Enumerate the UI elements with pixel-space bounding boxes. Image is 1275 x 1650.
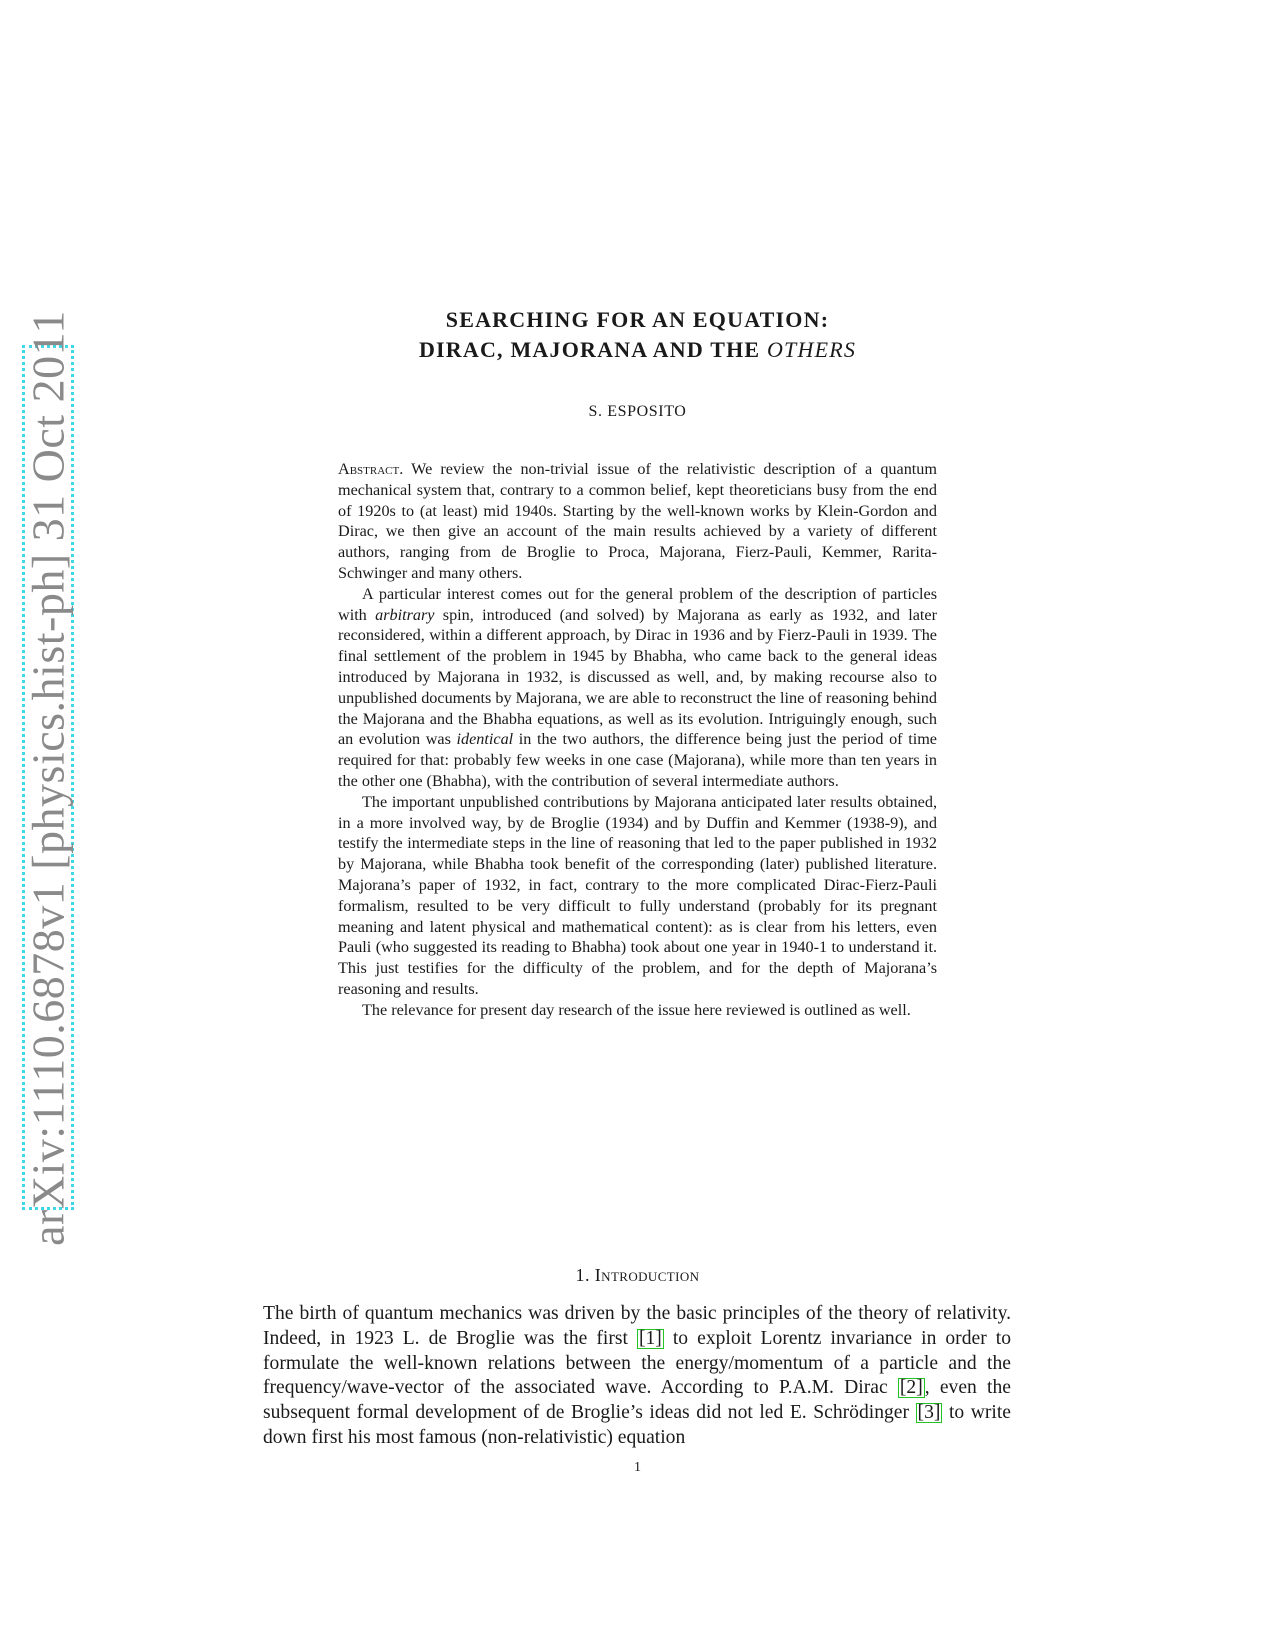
abstract-paragraph-3: The important unpublished contributions by Majorana anticipated later results obtained, in a more involved way, by de Broglie (1934) and by Duffin and Kemmer (1938-9), and testify the intermediate steps in the line of reasoning that led to the paper published in 1932 by Majorana, while Bhabha took benefit of the corresponding (later) published literature. Majorana’s paper of 1932, in fact, contrary to the more complicated Dirac-Fierz-Pauli formalism, resulted to be very difficult to fully understand (probably for its pregnant meaning and latent physical and mathematical content): as is clear from his letters, even Pauli (who suggested its reading to Bhabha) took about one year in 1940-1 to understand it. This just testifies for the difficulty of the problem, and for the depth of Majorana’s reasoning and results. <box>338 792 937 998</box>
abstract-p2-emphasis-identical: identical <box>456 730 514 749</box>
abstract-paragraph-1 <box>338 459 937 584</box>
abstract-p2-emphasis-arbitrary: arbitrary <box>375 605 435 624</box>
arxiv-identifier: arXiv:1110.6878v1 [physics.hist-ph] 31 Oct 2011 <box>22 309 74 1246</box>
abstract-p2-text-c: in the two authors, the difference being just the period of time required for that: probably few weeks in one case (Majorana), while more than ten years in the other one (Bhabha), with the contribution of several intermediate authors. <box>338 730 937 790</box>
paper-title <box>0 305 1275 365</box>
citation-link-3[interactable]: [3] <box>917 1402 941 1424</box>
intro-text-2: to exploit Lorentz invariance in order to formulate the well-known relations between the energy/momentum of a particle and the frequency/wave-vector of the associated wave. According to P.A.M. Dirac <box>263 1327 1011 1399</box>
page-number: 1 <box>634 1460 641 1475</box>
title-line-2-italic: OTHERS <box>766 337 857 362</box>
abstract-p1-text: We review the non-trivial issue of the relativistic description of a quantum mechanical system that, contrary to a common belief, kept theoreticians busy from the end of 1920s to (at least) mid 1940s. Starting by the well-known works by Klein-Gordon and Dirac, we then give an account of the main results achieved by a variety of different authors, ranging from de Broglie to Proca, Majorana, Fierz-Pauli, Kemmer, Rarita-Schwinger and many others. <box>338 460 937 582</box>
section-heading-introduction <box>0 1265 1275 1286</box>
arxiv-stamp <box>22 309 74 1246</box>
title-line-1: SEARCHING FOR AN EQUATION: <box>445 307 830 332</box>
introduction-paragraph <box>263 1302 1011 1451</box>
title-line-2-text: DIRAC, MAJORANA AND THE <box>418 337 767 362</box>
intro-text-4: to write down first his most famous (non-relativistic) equation <box>263 1402 1011 1448</box>
abstract-p2-text-b: spin, introduced (and solved) by Majorana as early as 1932, and later reconsidered, within a different approach, by Dirac in 1936 and by Fierz-Pauli in 1939. The final settlement of the problem in 1945 by Bhabha, who came back to the general ideas introduced by Majorana in 1932, is discussed as well, and, by making recourse also to unpublished documents by Majorana, we are able to reconstruct the line of reasoning behind the Majorana and the Bhabha equations, as well as its evolution. Intriguingly enough, such an evolution was <box>338 605 937 749</box>
abstract-paragraph-2 <box>338 584 937 792</box>
abstract <box>338 459 937 1021</box>
citation-link-1[interactable]: [1] <box>638 1327 662 1349</box>
abstract-paragraph-4: The relevance for present day research of the issue here reviewed is outlined as well. <box>362 1000 911 1019</box>
title-line-2 <box>0 335 1275 365</box>
abstract-p2-text-a: A particular interest comes out for the general problem of the description of particles with <box>338 584 937 624</box>
intro-text-1: The birth of quantum mechanics was driven by the basic principles of the theory of relativity. Indeed, in 1923 L. de Broglie was the first <box>263 1303 1011 1349</box>
citation-link-2[interactable]: [2] <box>899 1377 923 1399</box>
section-title: Introduction <box>594 1265 700 1285</box>
intro-text-3: , even the subsequent formal development of de Broglie’s ideas did not led E. Schrödinger <box>263 1377 1011 1424</box>
section-number: 1. <box>575 1265 590 1285</box>
author-name: S. ESPOSITO <box>588 403 687 420</box>
abstract-label: Abstract. <box>338 460 404 478</box>
